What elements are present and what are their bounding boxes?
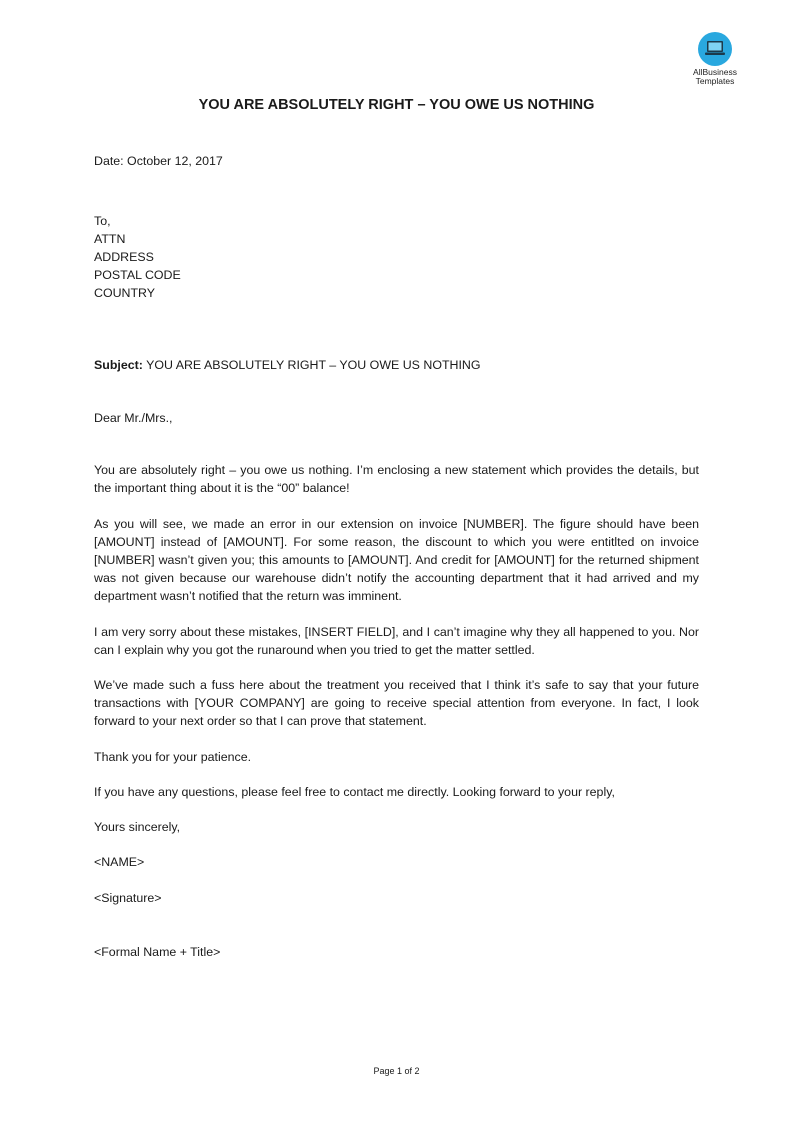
document-title: YOU ARE ABSOLUTELY RIGHT – YOU OWE US NOTHING <box>198 97 595 113</box>
letter-date: Date: October 12, 2017 <box>94 154 223 168</box>
logo-text-line2: Templates <box>695 76 735 86</box>
body-paragraph-3: I am very sorry about these mistakes, [INSERT FIELD], and I can’t imagine why they all happened to you. Nor can I explain why you got the runaround when you tried to get the matter settled. <box>94 625 699 657</box>
subject-text: YOU ARE ABSOLUTELY RIGHT – YOU OWE US NOTHING <box>142 358 481 372</box>
body-paragraph-4: We’ve made such a fuss here about the treatment you received that I think it’s safe to say that your future transactions with [YOUR COMPANY] are going to receive special attention from everyone. In fact, I look forward to your next order so that I can prove that statement. <box>94 678 699 728</box>
subject-line <box>94 356 699 374</box>
body-paragraph-5: Thank you for your patience. <box>94 750 252 764</box>
body-paragraph-2: As you will see, we made an error in our extension on invoice [NUMBER]. The figure should have been [AMOUNT] instead of [AMOUNT]. For some reason, the discount to which you were entitlted on invoice [NUMBER] wasn’t given you; this amounts to [AMOUNT]. And credit for [AMOUNT] for the returned shipment was not given because our warehouse didn’t notify the accounting department that it had arrived and my department wasn’t notified that the return was imminent. <box>94 517 699 603</box>
recipient-postal-code: POSTAL CODE <box>94 268 181 282</box>
recipient-country: COUNTRY <box>94 286 156 300</box>
recipient-attn: ATTN <box>94 232 126 246</box>
closing: Yours sincerely, <box>94 820 181 834</box>
recipient-block <box>94 212 699 302</box>
formal-name-title: <Formal Name + Title> <box>94 945 221 959</box>
salutation: Dear Mr./Mrs., <box>94 411 173 425</box>
page-number: Page 1 of 2 <box>373 1066 420 1076</box>
body-paragraph-6: If you have any questions, please feel free to contact me directly. Looking forward to your reply, <box>94 785 615 799</box>
recipient-address: ADDRESS <box>94 250 154 264</box>
signature-placeholder: <Signature> <box>94 891 162 905</box>
sender-name: <NAME> <box>94 855 145 869</box>
logo-text-line1: AllBusiness <box>693 67 737 77</box>
allbusiness-logo <box>686 32 744 86</box>
recipient-to: To, <box>94 214 111 228</box>
subject-label: Subject: <box>94 358 143 372</box>
body-paragraph-1: You are absolutely right – you owe us nothing. I’m enclosing a new statement which provides the details, but the important thing about it is the “00” balance! <box>94 463 699 495</box>
laptop-icon <box>698 32 732 66</box>
